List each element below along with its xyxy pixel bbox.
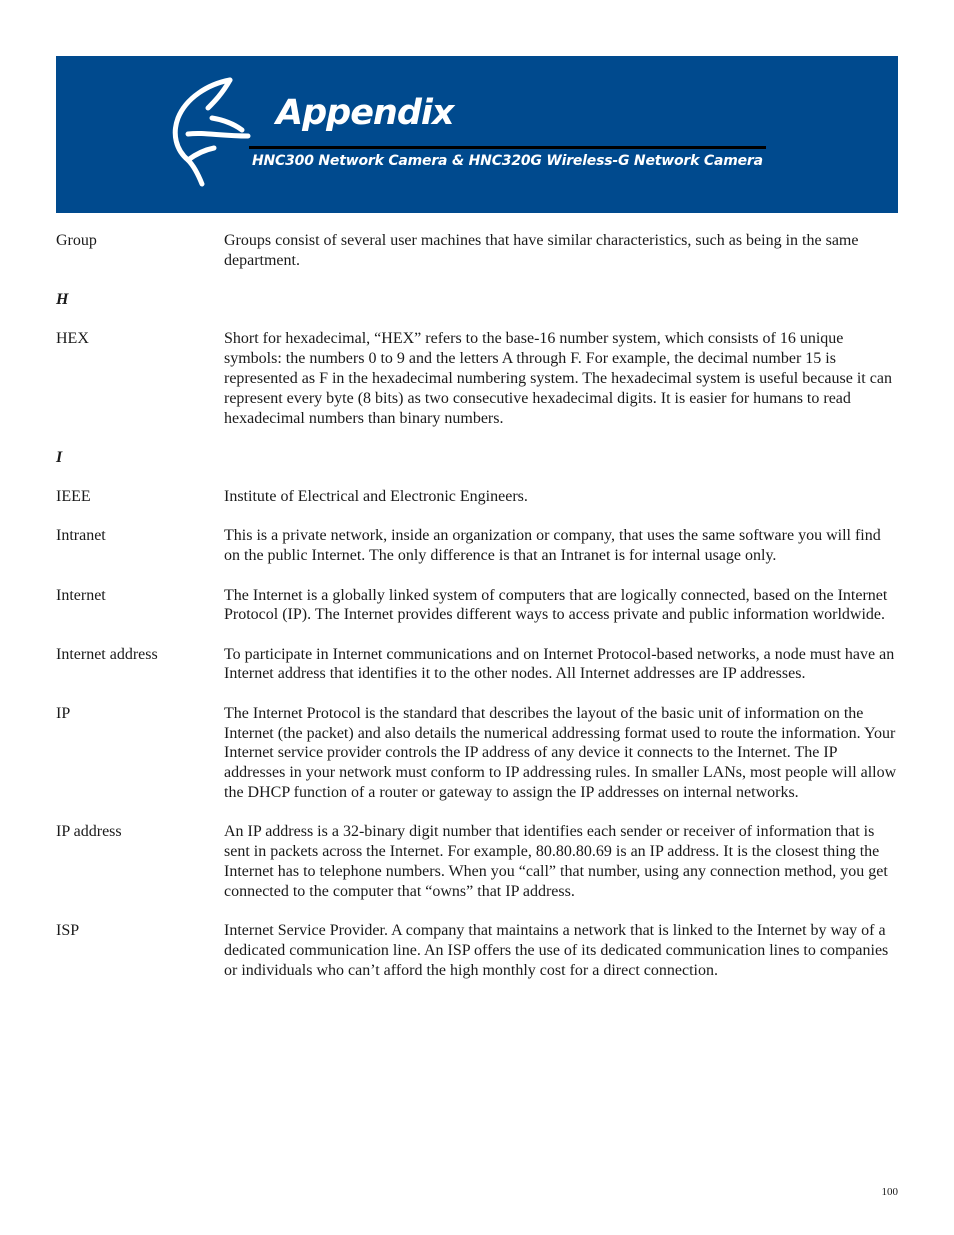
glossary-term: IEEE [56,488,91,506]
banner-subtitle: HNC300 Network Camera & HNC320G Wireless-G Network Camera [252,153,763,169]
glossary-definition: Short for hexadecimal, “HEX” refers to the base-16 number system, which consists of 16 unique symbols: the numbers 0 to 9 and the letters A through F. For example, the decimal number 15 is represented as F in the hexadecimal numbering system. The hexadecimal system is useful because it can represent every byte (8 bits) as two consecutive hexadecimal digits. It is easier for humans to read hexadecimal numbers than binary numbers. [224,330,892,427]
section-heading-h: H [56,291,69,309]
glossary [56,231,898,1000]
glossary-definition: The Internet is a globally linked system of computers that are logically connected, based on the Internet Protocol (IP). The Internet provides different ways to access private and public information worldwide. [224,586,888,624]
glossary-entry-internet-address [56,645,898,685]
glossary-term: HEX [56,330,89,348]
page-number: 100 [881,1186,898,1198]
glossary-term: Internet address [56,645,158,663]
banner-divider [249,146,766,149]
glossary-entry-ip [56,704,898,803]
glossary-definition: Groups consist of several user machines that have similar characteristics, such as being in the same department. [224,232,859,269]
glossary-definition: Institute of Electrical and Electronic Engineers. [224,488,528,506]
glossary-term: IP address [56,823,122,841]
eagle-head-icon [168,74,256,190]
glossary-entry-internet [56,586,898,626]
glossary-term: Internet [56,586,106,604]
glossary-entry-group [56,231,898,271]
glossary-entry-hex [56,329,898,428]
glossary-entry-ieee [56,487,898,507]
appendix-banner [56,56,898,213]
glossary-term: Group [56,232,97,249]
glossary-definition: An IP address is a 32-binary digit number that identifies each sender or receiver of information that is sent in packets across the Internet. For example, 80.80.80.69 is an IP address. It is the closest thing the Internet has to telephone numbers. When you “call” that number, using any connection method, you get connected to the computer that “owns” that IP address. [224,823,888,900]
glossary-entry-intranet [56,526,898,566]
section-heading-i: I [56,448,63,466]
glossary-term: Intranet [56,527,106,545]
glossary-definition: The Internet Protocol is the standard that describes the layout of the basic unit of information on the Internet (the packet) and also details the numerical addressing format used to route the information. Your Internet service provider controls the IP address of any device it connects to the Internet. The IP addresses in your network must conform to IP addressing rules. In smaller LANs, most people will allow the DHCP function of a router or gateway to assign the IP addresses on internal networks. [224,704,897,801]
appendix-title: Appendix [276,93,454,133]
glossary-term: IP [56,704,71,722]
glossary-entry-isp [56,921,898,980]
glossary-definition: To participate in Internet communications and on Internet Protocol-based networks, a node must have an Internet address that identifies it to the other nodes. All Internet addresses are IP addresses. [224,645,895,683]
glossary-definition: Internet Service Provider. A company that maintains a network that is linked to the Internet by way of a dedicated communication line. An ISP offers the use of its dedicated communication lines to companies or individuals who can’t afford the high monthly cost for a direct connection. [224,921,889,979]
glossary-definition: This is a private network, inside an organization or company, that uses the same software you will find on the public Internet. The only difference is that an Intranet is for internal usage only. [224,527,881,565]
glossary-term: ISP [56,921,80,939]
glossary-entry-ip-address [56,822,898,901]
